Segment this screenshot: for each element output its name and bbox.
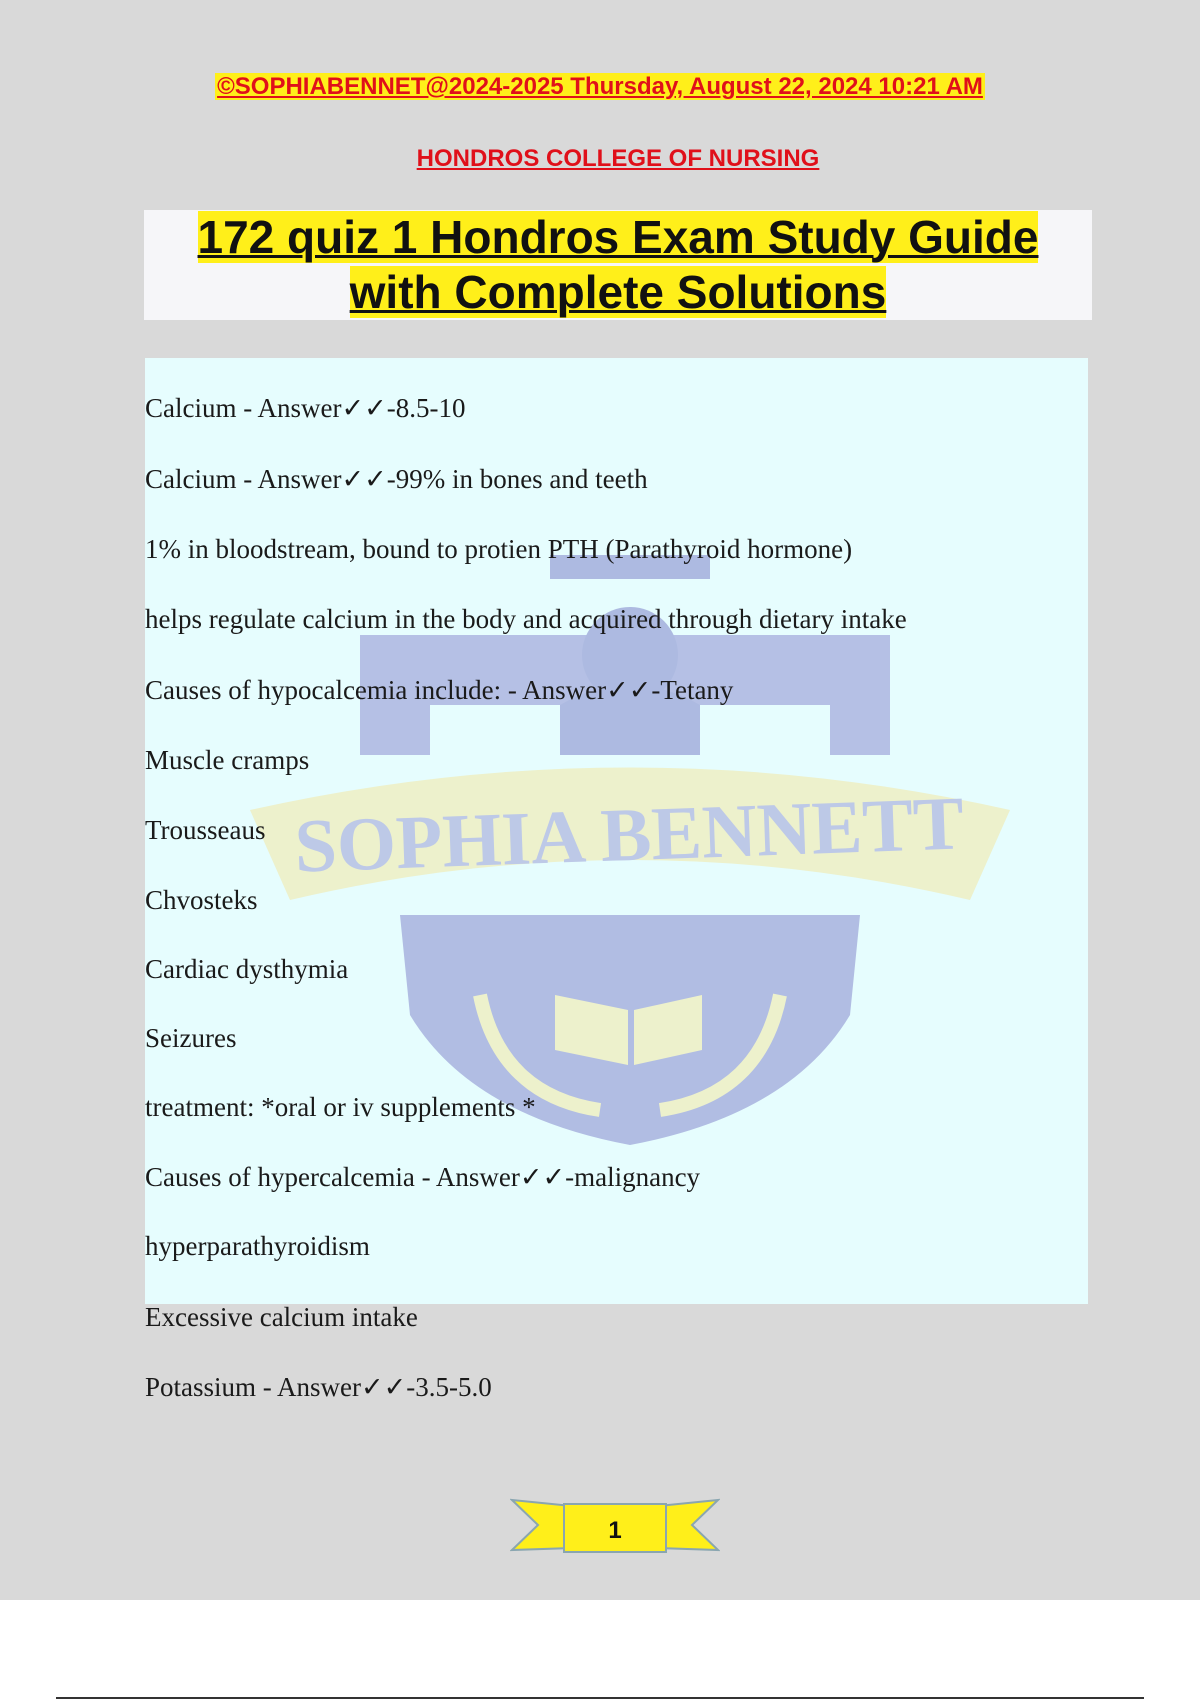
content-line: treatment: *oral or iv supplements * xyxy=(145,1092,536,1122)
sophia-bennett-watermark-logo xyxy=(250,555,1010,1145)
content-line: Seizures xyxy=(145,1023,237,1053)
content-line: Potassium - Answer✓✓-3.5-5.0 xyxy=(145,1372,492,1402)
content-line: Muscle cramps xyxy=(145,745,310,775)
page-number-ribbon xyxy=(510,1492,720,1558)
content-line: helps regulate calcium in the body and acquired through dietary intake xyxy=(145,604,907,634)
content-line: Calcium - Answer✓✓-8.5-10 xyxy=(145,393,466,423)
title-line-2: with Complete Solutions xyxy=(349,266,887,318)
content-line: Causes of hypocalcemia include: - Answer✓✓-Tetany xyxy=(145,675,734,705)
content-line: Calcium - Answer✓✓-99% in bones and teeth xyxy=(145,464,648,494)
content-line: hyperparathyroidism xyxy=(145,1231,370,1261)
content-line: Trousseaus xyxy=(145,815,266,845)
content-line: Cardiac dysthymia xyxy=(145,954,349,984)
content-line: Excessive calcium intake xyxy=(145,1302,418,1332)
content-line: 1% in bloodstream, bound to protien PTH (Parathyroid hormone) xyxy=(145,534,853,564)
title-line-1: 172 quiz 1 Hondros Exam Study Guide xyxy=(197,211,1039,263)
watermark-text: SOPHIA BENNETT xyxy=(293,781,966,889)
copyright-header xyxy=(0,73,1200,101)
copyright-text: ©SOPHIABENNET@2024-2025 Thursday, August 22, 2024 10:21 AM xyxy=(217,73,983,100)
college-name: HONDROS COLLEGE OF NURSING xyxy=(416,145,820,172)
bottom-rule xyxy=(56,1697,1144,1699)
content-line: Causes of hypercalcemia - Answer✓✓-malignancy xyxy=(145,1162,701,1192)
content-line: Chvosteks xyxy=(145,885,258,915)
page-number: 1 xyxy=(608,1517,622,1544)
title-block xyxy=(144,210,1092,320)
